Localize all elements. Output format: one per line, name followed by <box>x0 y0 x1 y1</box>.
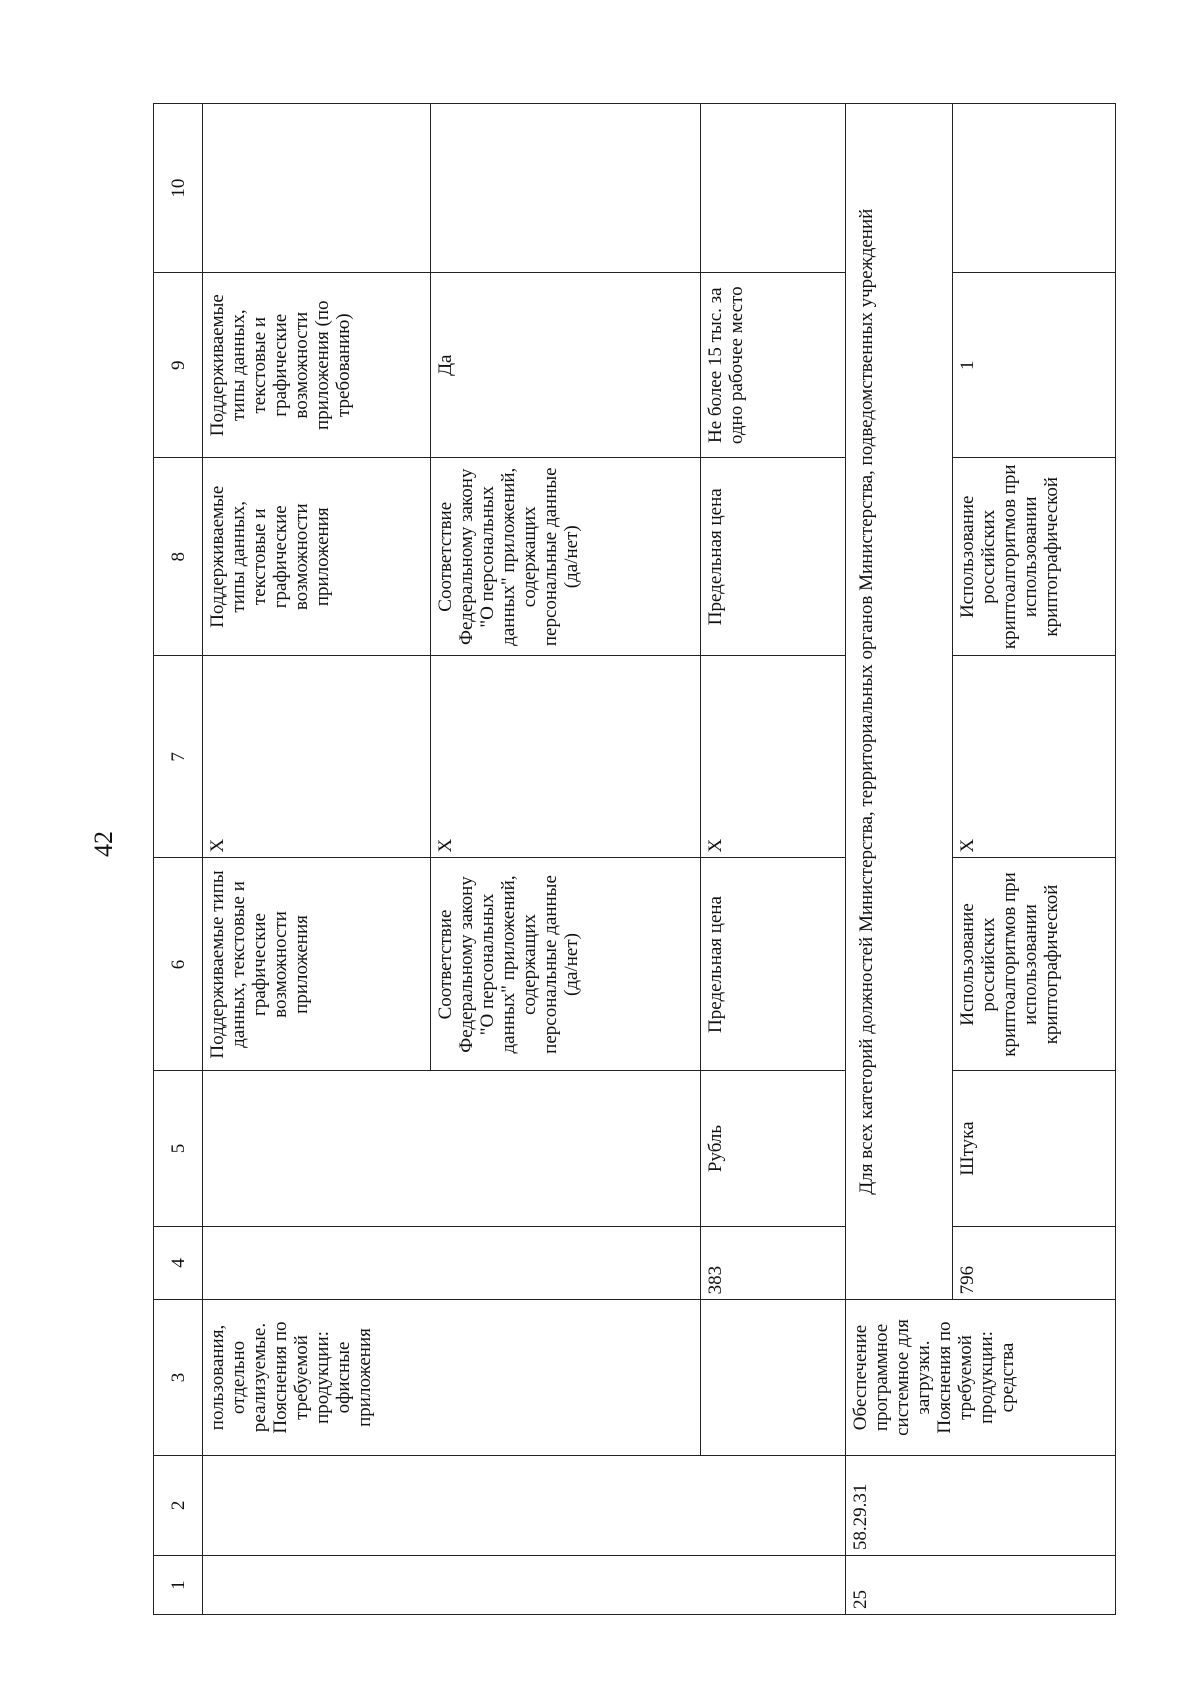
table-cell: Поддерживаемые типы данных, текстовые и графические возможности приложения <box>203 458 431 656</box>
table-cell <box>203 1071 701 1226</box>
table-cell-item-number: 25 <box>846 1556 1116 1615</box>
table-cell: X <box>203 656 431 858</box>
header-row <box>154 104 203 1615</box>
header-cell-4: 4 <box>154 1226 203 1300</box>
header-cell-7: 7 <box>154 656 203 858</box>
table-cell-code: 58.29.31 <box>846 1455 1116 1556</box>
table-cell: Поддерживаемые типы данных, текстовые и графические возможности приложения <box>203 858 431 1071</box>
table-cell: Да <box>431 273 701 458</box>
table-cell <box>203 1455 846 1556</box>
table-cell: Штука <box>953 1071 1116 1226</box>
header-cell-1: 1 <box>154 1556 203 1615</box>
requirements-table <box>153 103 1116 1615</box>
table-cell-banner: Для всех категорий должностей Министерства, территориальных органов Министерства, подведомственных учреждений <box>846 104 953 1300</box>
table-cell: Предельная цена <box>701 858 846 1071</box>
table-cell: Использование российских криптоалгоритмов при использовании криптографической <box>953 458 1116 656</box>
header-cell-2: 2 <box>154 1455 203 1556</box>
table-cell <box>431 104 701 273</box>
table-cell <box>701 1300 846 1455</box>
header-cell-9: 9 <box>154 273 203 458</box>
table-cell: 796 <box>953 1226 1116 1300</box>
table-row <box>846 104 953 1615</box>
table-cell <box>203 1226 701 1300</box>
table-cell: Поддерживаемые типы данных, текстовые и графические возможности приложения (по требованию) <box>203 273 431 458</box>
header-cell-10: 10 <box>154 104 203 273</box>
header-cell-3: 3 <box>154 1300 203 1455</box>
table-cell <box>203 1556 846 1615</box>
page-number: 42 <box>89 831 118 857</box>
table-cell: Не более 15 тыс. за одно рабочее место <box>701 273 846 458</box>
table-cell: Соответствие Федеральному закону "О персональных данных" приложений, содержащих персональные данные (да/нет) <box>431 458 701 656</box>
table-cell: X <box>953 656 1116 858</box>
table-cell-description: пользования, отдельно реализуемые. Пояснения по требуемой продукции: офисные приложения <box>203 1300 701 1455</box>
table-cell-description: Обеспечение программное системное для загрузки. Пояснения по требуемой продукции: средства <box>846 1300 1116 1455</box>
header-cell-6: 6 <box>154 858 203 1071</box>
table-cell: 383 <box>701 1226 846 1300</box>
table-cell: Использование российских криптоалгоритмов при использовании криптографической <box>953 858 1116 1071</box>
table-row <box>203 104 431 1615</box>
rotated-table-wrapper <box>153 103 1112 1615</box>
header-cell-5: 5 <box>154 1071 203 1226</box>
table-cell: Предельная цена <box>701 458 846 656</box>
table-cell: Соответствие Федеральному закону "О персональных данных" приложений, содержащих персональные данные (да/нет) <box>431 858 701 1071</box>
table-cell: X <box>701 656 846 858</box>
table-cell <box>953 104 1116 273</box>
table-cell <box>701 104 846 273</box>
table-row <box>701 104 846 1615</box>
table-cell <box>203 104 431 273</box>
header-cell-8: 8 <box>154 458 203 656</box>
table-cell: 1 <box>953 273 1116 458</box>
table-cell: Рубль <box>701 1071 846 1226</box>
table-cell: X <box>431 656 701 858</box>
